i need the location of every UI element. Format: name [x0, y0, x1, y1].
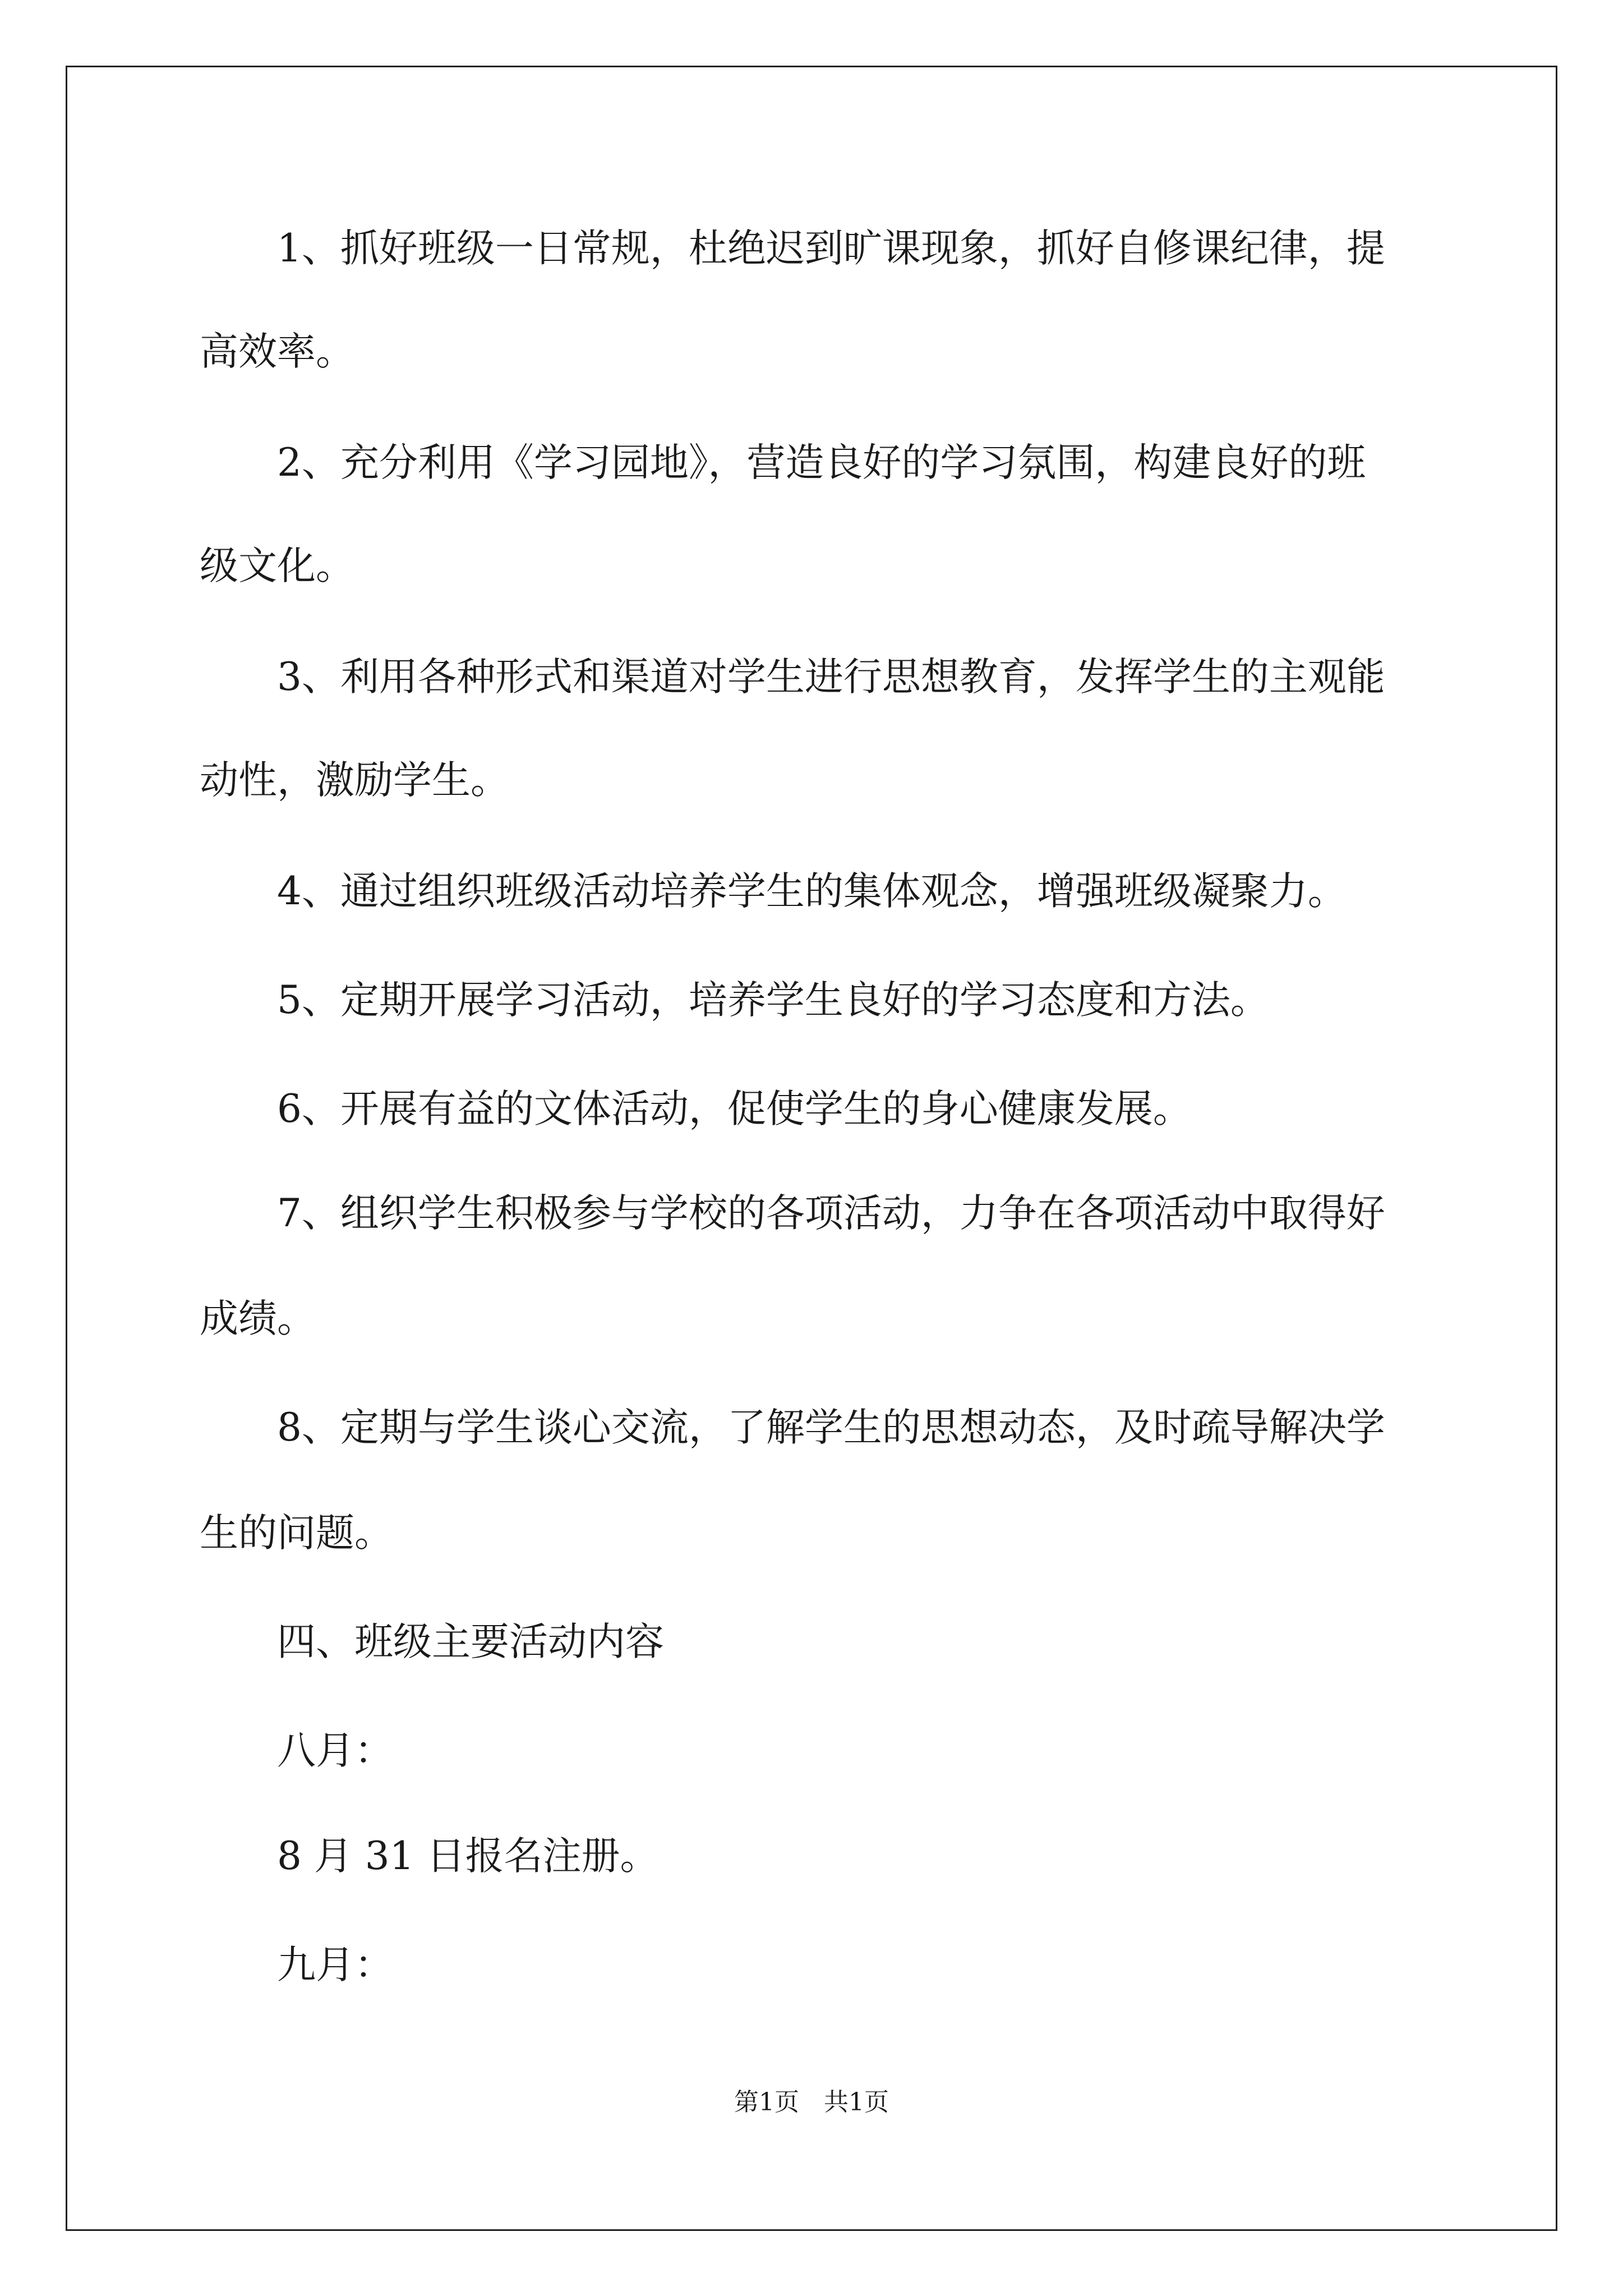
paragraph-3-line-1: 3、利用各种形式和渠道对学生进行思想教育，发挥学生的主观能 — [277, 655, 1385, 700]
page-border — [66, 66, 1557, 2231]
paragraph-8-line-2: 生的问题。 — [200, 1511, 393, 1556]
section-heading: 四、班级主要活动内容 — [277, 1619, 664, 1664]
paragraph-7-line-1: 7、组织学生积极参与学校的各项活动，力争在各项活动中取得好 — [277, 1191, 1385, 1236]
paragraph-1-line-1: 1、抓好班级一日常规，杜绝迟到旷课现象，抓好自修课纪律，提 — [277, 226, 1385, 271]
month-september-heading: 九月： — [277, 1943, 393, 1987]
paragraph-8-line-1: 8、定期与学生谈心交流，了解学生的思想动态，及时疏导解决学 — [277, 1405, 1385, 1450]
paragraph-2-line-2: 级文化。 — [200, 544, 354, 588]
page-number: 第1页 — [734, 2088, 799, 2116]
page-footer — [0, 2086, 1623, 2119]
month-august-heading: 八月： — [277, 1728, 393, 1773]
paragraph-4: 4、通过组织班级活动培养学生的集体观念，增强班级凝聚力。 — [277, 869, 1347, 914]
paragraph-6: 6、开展有益的文体活动，促使学生的身心健康发展。 — [277, 1087, 1192, 1131]
paragraph-5: 5、定期开展学习活动，培养学生良好的学习态度和方法。 — [277, 978, 1269, 1023]
august-item: 8 月 31 日报名注册。 — [277, 1834, 659, 1879]
paragraph-1-line-2: 高效率。 — [200, 329, 354, 374]
paragraph-7-line-2: 成绩。 — [200, 1296, 316, 1341]
page-count: 共1页 — [824, 2088, 889, 2116]
paragraph-2-line-1: 2、充分利用《学习园地》，营造良好的学习氛围，构建良好的班 — [277, 440, 1366, 485]
paragraph-3-line-2: 动性，激励学生。 — [200, 758, 509, 803]
